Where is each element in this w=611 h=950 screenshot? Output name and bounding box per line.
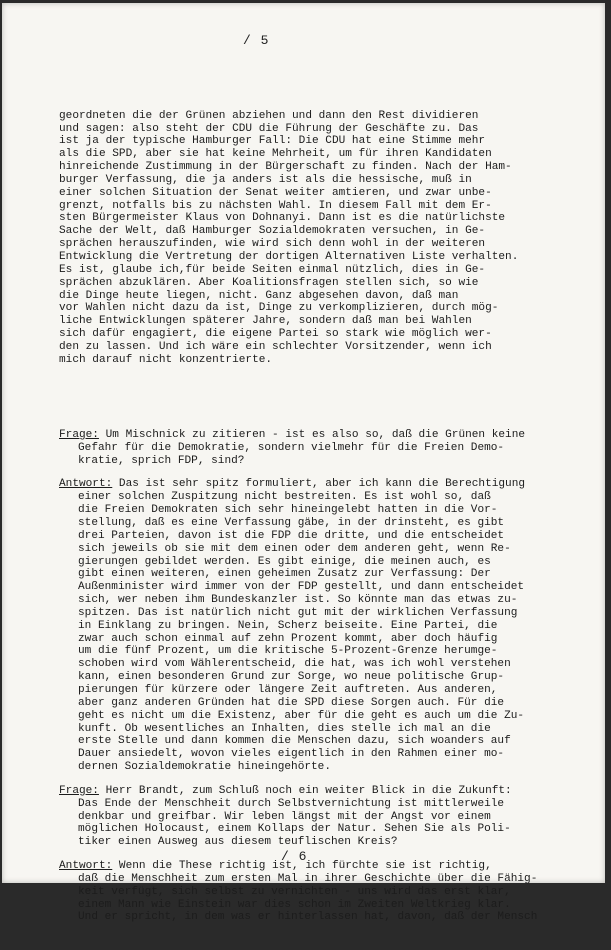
text-line: als die SPD, aber sie hat keine Mehrheit, um für ihren Kandidaten	[59, 148, 492, 161]
text-line: einer solchen Situation der Senat weiter amtieren, und zwar unbe-	[59, 186, 492, 199]
text-line: geordneten die der Grünen abziehen und dann den Rest dividieren	[59, 109, 479, 122]
text-line: tiker einen Ausweg aus diesem teuflischen Kreis?	[78, 836, 398, 849]
text-line: aber ganz anderen Gründen hat die SPD diese Sorgen auch. Für die	[78, 696, 505, 709]
text-line	[59, 429, 587, 442]
first-line-text: Wenn die These richtig ist, ich fürchte sie ist richtig,	[112, 860, 492, 873]
text-line: möglichen Holocaust, einem Kollaps der Natur. Sehen Sie als Poli-	[78, 823, 511, 836]
text-line	[59, 785, 587, 798]
question-block	[59, 785, 587, 849]
text-line: grenzt, notfalls bis zu nächsten Wahl. In diesem Fall mit dem Er-	[59, 199, 492, 212]
text-line: sich dafür engagiert, die eigene Partei so stark wie möglich wer-	[59, 328, 492, 341]
text-line: sich jeweils ob sie mit dem einen oder dem anderen geht, wenn Re-	[78, 542, 511, 555]
text-line: gierungen gebildet werden. Es gibt einige, die meinen auch, es	[78, 555, 491, 568]
text-line: daß die Menschheit zum ersten Mal in ihrer Geschichte über die Fähig-	[78, 872, 538, 885]
first-line-text: Um Mischnick zu zitieren - ist es also so, daß die Grünen keine	[98, 428, 526, 441]
next-page-marker: / 6	[281, 849, 308, 864]
speaker-label: Frage:	[59, 428, 99, 441]
text-line: gibt einen weiteren, einen geheimen Zusatz zur Verfassung: Der	[78, 568, 491, 581]
text-line: die Dinge heute liegen, nicht. Ganz abgesehen davon, daß man	[59, 289, 459, 302]
text-line	[59, 860, 587, 873]
text-line: Das Ende der Menschheit durch Selbstvernichtung ist mittlerweile	[78, 797, 505, 810]
text-line: kratie, sprich FDP, sind?	[78, 454, 245, 467]
page-number: / 5	[243, 33, 270, 48]
question-block	[59, 429, 587, 468]
text-line: Und er spricht, in dem was er hinterlassen hat, davon, daß der Mensch	[78, 911, 538, 924]
text-line: vor Wahlen nicht dazu da ist, Dinge zu verkomplizieren, durch mög-	[59, 302, 499, 315]
text-line: sich, wer neben ihm Bundeskanzler ist. So könnte man das etwas zu-	[78, 594, 518, 607]
document-page	[2, 3, 605, 924]
text-line: stellung, daß es eine Verfassung gäbe, in der drinsteht, es gibt	[78, 517, 505, 529]
text-line: einer solchen Zuspitzung nicht bestreiten. Es ist wohl so, daß	[78, 491, 491, 504]
text-line: Dauer ansiedelt, wovon vieles eigentlich in den Rahmen einer mo-	[78, 748, 505, 761]
text-line: sprächen abzuklären. Aber Koalitionsfragen stellen sich, so wie	[59, 276, 479, 289]
answer-block	[59, 860, 587, 924]
document-body	[59, 84, 587, 950]
text-line: hinreichende Zustimmung in der Bürgerschaft zu finden. Nach der Ham-	[59, 161, 512, 174]
text-line	[59, 478, 587, 491]
text-line: um die fünf Prozent, um die kritische 5-Prozent-Grenze herumge-	[78, 645, 498, 658]
text-line: Außenminister wird immer von der FDP gestellt, und dann entscheidet	[78, 581, 525, 594]
text-line: Gefahr für die Demokratie, sondern vielmehr für die Freien Demo-	[78, 441, 505, 454]
text-line: kunft. Ob wesentliches an Inhalten, dies stelle ich mal an die	[78, 722, 491, 735]
text-line: dernen Sozialdemokratie hineingehörte.	[78, 761, 331, 774]
text-line: geht es nicht um die Existenz, aber für die geht es auch um die Zu-	[78, 709, 525, 722]
text-line: sprächen herauszufinden, wie wird sich denn wohl in der weiteren	[59, 238, 486, 251]
speaker-label: Frage:	[59, 784, 99, 797]
text-line: in Einklang zu bringen. Nein, Scherz beiseite. Eine Partei, die	[78, 619, 498, 632]
speaker-label: Antwort:	[59, 478, 113, 491]
first-line-text: Herr Brandt, zum Schluß noch ein weiter Blick in die Zukunft:	[98, 784, 512, 797]
text-line: pierungen für kürzere oder längere Zeit auftreten. Aus anderen,	[78, 683, 498, 696]
text-line: erste Stelle und dann kommen die Menschen dazu, sich woanders auf	[78, 735, 511, 748]
answer-block	[59, 478, 587, 773]
text-line: drei Parteien, davon ist die FDP die dritte, und die entscheidet	[78, 529, 505, 542]
text-line: kann, einen besonderen Grund zur Sorge, wo neue politische Grup-	[78, 671, 505, 684]
intro-paragraph	[59, 110, 587, 367]
text-line: denkbar und greifbar. Wir leben längst mit der Angst vor einem	[78, 810, 491, 823]
text-line: und sagen: also steht der CDU die Führung der Geschäfte zu. Das	[59, 122, 479, 135]
speaker-label: Antwort:	[59, 860, 113, 873]
text-line: den zu lassen. Und ich wäre ein schlechter Vorsitzender, wenn ich	[59, 340, 492, 353]
text-line: liche Entwicklungen späterer Jahre, sondern daß man bei Wahlen	[59, 315, 472, 328]
text-line: die Freien Demokraten sich sehr hineingelebt hatten in die Vor-	[78, 504, 498, 517]
text-line: sten Bürgermeister Klaus von Dohnanyi. Dann ist es die natürlichste	[59, 212, 506, 225]
text-line: keit verfügt, sich selbst zu vernichten - uns wird das erst klar,	[78, 885, 511, 898]
text-line: Entwicklung die Vertretung der dortigen Alternativen Liste verhalten.	[59, 250, 519, 263]
text-line: Sache der Welt, daß Hamburger Sozialdemokraten versuchen, in Ge-	[59, 225, 486, 238]
text-line: mich darauf nicht konzentrierte.	[59, 353, 273, 366]
text-line: einem Mann wie Einstein war dies schon im Zweiten Weltkrieg klar.	[78, 898, 511, 911]
text-line: ist ja der typische Hamburger Fall: Die CDU hat eine Stimme mehr	[59, 135, 486, 148]
text-line: schoben wird vom Wählerentscheid, die hat, was ich wohl verstehen	[78, 658, 511, 671]
text-line: burger Verfassung, die ja anders ist als die hessische, muß in	[59, 173, 472, 186]
text-line: zwar auch schon einmal auf zehn Prozent kommt, aber doch häufig	[78, 632, 498, 645]
text-line: Es ist, glaube ich,für beide Seiten einmal nützlich, dies in Ge-	[59, 263, 486, 276]
first-line-text: Das ist sehr spitz formuliert, aber ich kann die Berechtigung	[112, 478, 526, 491]
text-line: spitzen. Das ist natürlich nicht gut mit der wirklichen Verfassung	[78, 606, 518, 619]
interview-blocks	[59, 429, 587, 924]
